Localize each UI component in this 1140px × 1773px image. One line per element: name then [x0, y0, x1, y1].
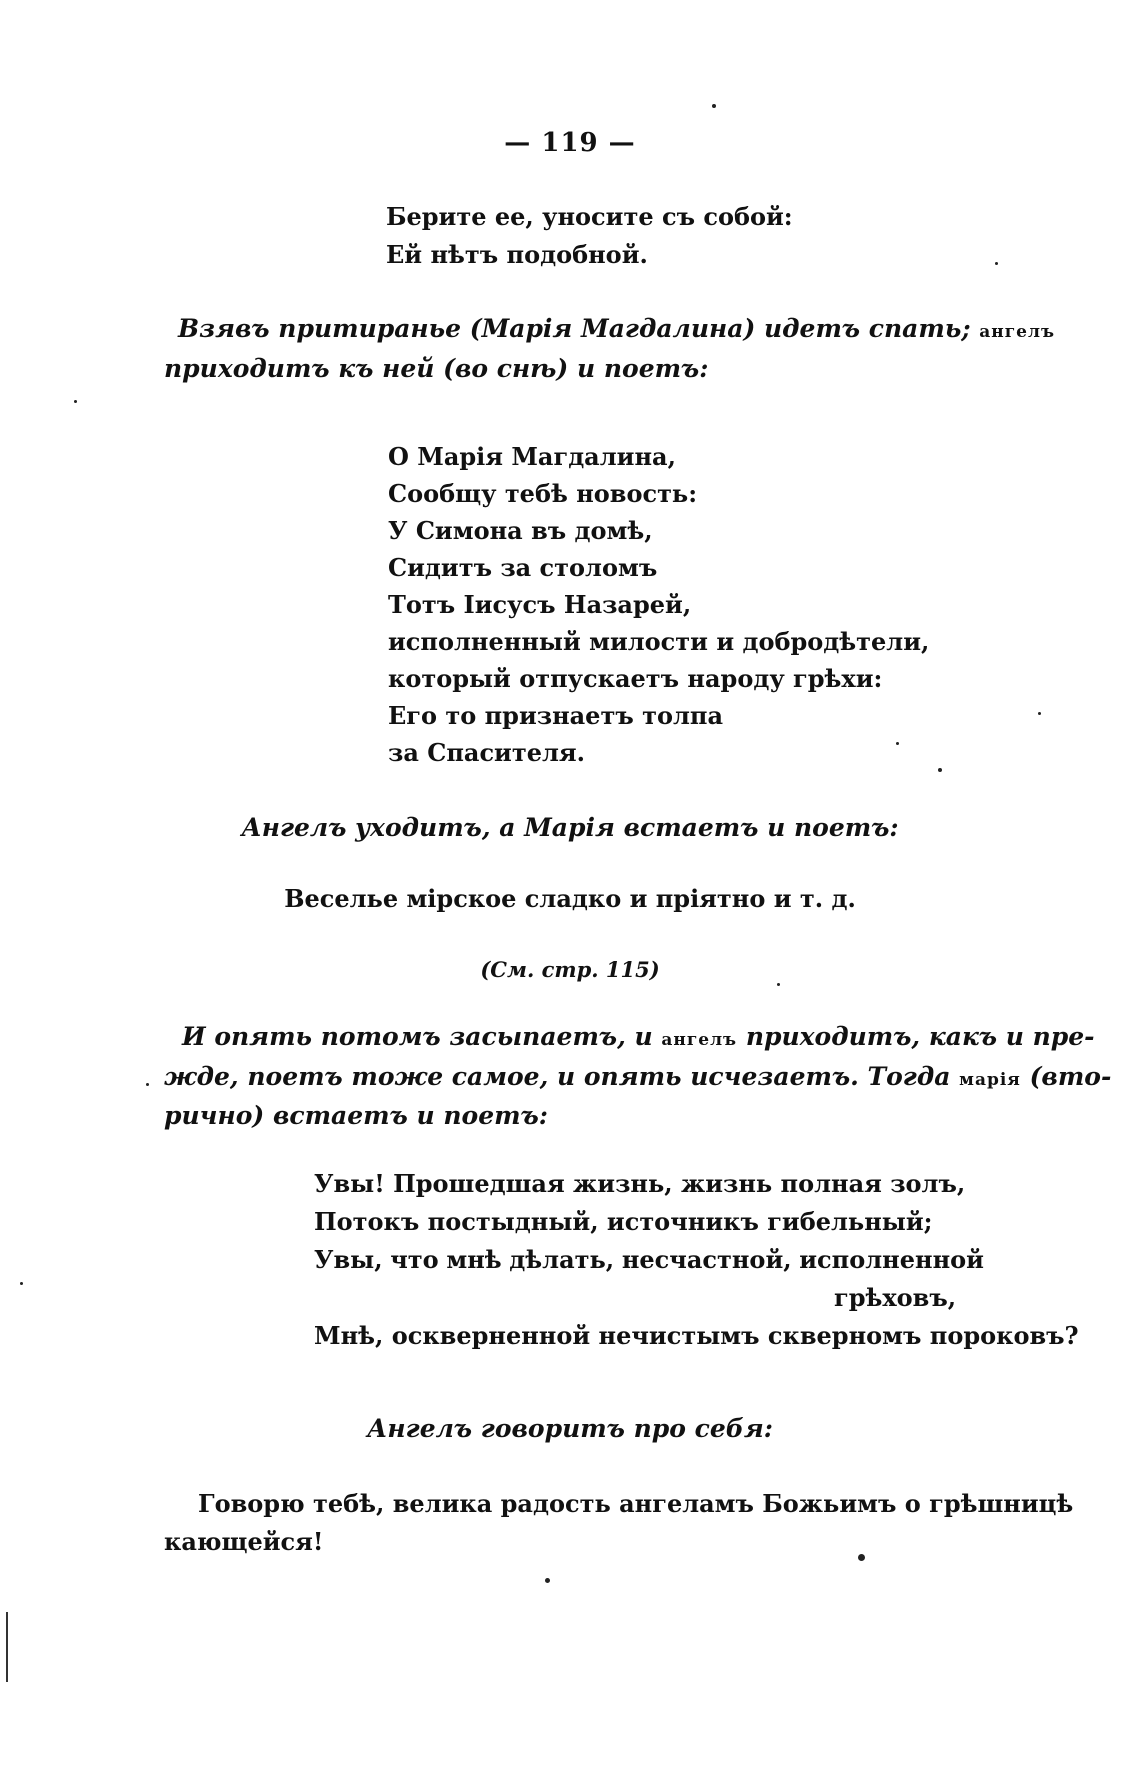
verse4-line-4: Мнѣ, оскверненной нечистымъ скверномъ пороковъ? — [314, 1321, 1079, 1350]
verse4-line-3-word-6: исполненной — [799, 1245, 984, 1274]
scan-speck — [545, 1578, 550, 1583]
verse2-line-5: Тотъ Іисусъ Назарей, — [388, 590, 692, 619]
stage-direction-3-line-1 — [182, 1020, 1095, 1057]
scan-speck — [777, 983, 780, 986]
stage-direction-1-line-2: приходитъ къ ней (во снѣ) и поетъ: — [164, 354, 709, 383]
verse2-line-9: за Спасителя. — [388, 738, 586, 767]
verse4-line-3-word-2: что — [390, 1245, 439, 1274]
verse2-line-7: который отпускаетъ народу грѣхи: — [388, 664, 883, 693]
verse1-line-2: Ей нѣтъ подобной. — [386, 240, 648, 269]
stage-direction-3-italic-a: И опять потомъ засыпаетъ, и — [182, 1022, 653, 1051]
verse4-line-3-word-4: дѣлать, — [509, 1245, 615, 1274]
verse2-line-1: О Марія Магдалина, — [388, 442, 676, 471]
verse3-line: Веселье мірское сладко и пріятно и т. д. — [284, 884, 856, 913]
scan-speck — [1038, 712, 1041, 715]
scan-speck — [712, 104, 716, 108]
page-number: — 119 — — [504, 128, 636, 158]
verse2-line-8: Его то признаетъ толпа — [388, 701, 724, 730]
scan-speck — [858, 1554, 865, 1561]
scan-speck — [74, 400, 77, 403]
scan-speck — [938, 768, 942, 772]
verse2-line-3: У Симона въ домѣ, — [388, 516, 653, 545]
scan-speck — [146, 1083, 149, 1086]
stage-direction-2: Ангелъ уходитъ, а Марія встаетъ и поетъ: — [241, 813, 899, 842]
stage-direction-3-line-3: рично) встаетъ и поетъ: — [164, 1101, 548, 1130]
stage-direction-3-italic-b: приходитъ, какъ и пре- — [745, 1022, 1095, 1051]
verse4-line-3-word-1: Увы, — [314, 1245, 383, 1274]
stage-direction-1-line-1 — [178, 312, 1055, 349]
stage-direction-1-smallcaps: ангелъ — [979, 322, 1055, 342]
scan-speck — [20, 1282, 23, 1285]
verse2-line-2: Сообщу тебѣ новость: — [388, 479, 698, 508]
verse1-line-1: Берите ее, уносите съ собой: — [386, 202, 793, 231]
verse2-line-6: исполненный милости и добродѣтели, — [388, 627, 930, 656]
verse2-line-4: Сидитъ за столомъ — [388, 553, 658, 582]
stage-direction-1-italic: Взявъ притиранье (Марія Магдалина) идетъ спать; — [178, 314, 971, 343]
verse4-line-3 — [314, 1243, 984, 1277]
stage-direction-3-line-2 — [164, 1060, 1111, 1097]
verse4-line-3-continuation: грѣховъ, — [834, 1283, 957, 1312]
page-reference: (См. стр. 115) — [480, 957, 660, 982]
verse4-line-1: Увы! Прошедшая жизнь, жизнь полная золъ, — [314, 1169, 966, 1198]
stage-direction-3-italic-c: жде, поетъ тоже самое, и опять исчезаетъ. Тогда — [164, 1062, 951, 1091]
verse4-line-3-word-3: мнѣ — [446, 1245, 502, 1274]
scan-speck — [896, 742, 899, 745]
closing-line-2: кающейся! — [164, 1527, 324, 1556]
verse4-line-3-word-5: несчастной, — [621, 1245, 792, 1274]
margin-mark — [6, 1612, 8, 1682]
scan-speck — [995, 262, 998, 265]
stage-direction-3-italic-d: (вто- — [1029, 1062, 1112, 1091]
verse4-line-2: Потокъ постыдный, источникъ гибельный; — [314, 1207, 933, 1236]
closing-line-1: Говорю тебѣ, велика радость ангеламъ Божьимъ о грѣшницѣ — [198, 1489, 1074, 1518]
stage-direction-4: Ангелъ говоритъ про себя: — [367, 1414, 773, 1443]
stage-direction-3-smallcaps-2: марія — [959, 1070, 1021, 1090]
stage-direction-3-smallcaps-1: ангелъ — [661, 1030, 738, 1050]
